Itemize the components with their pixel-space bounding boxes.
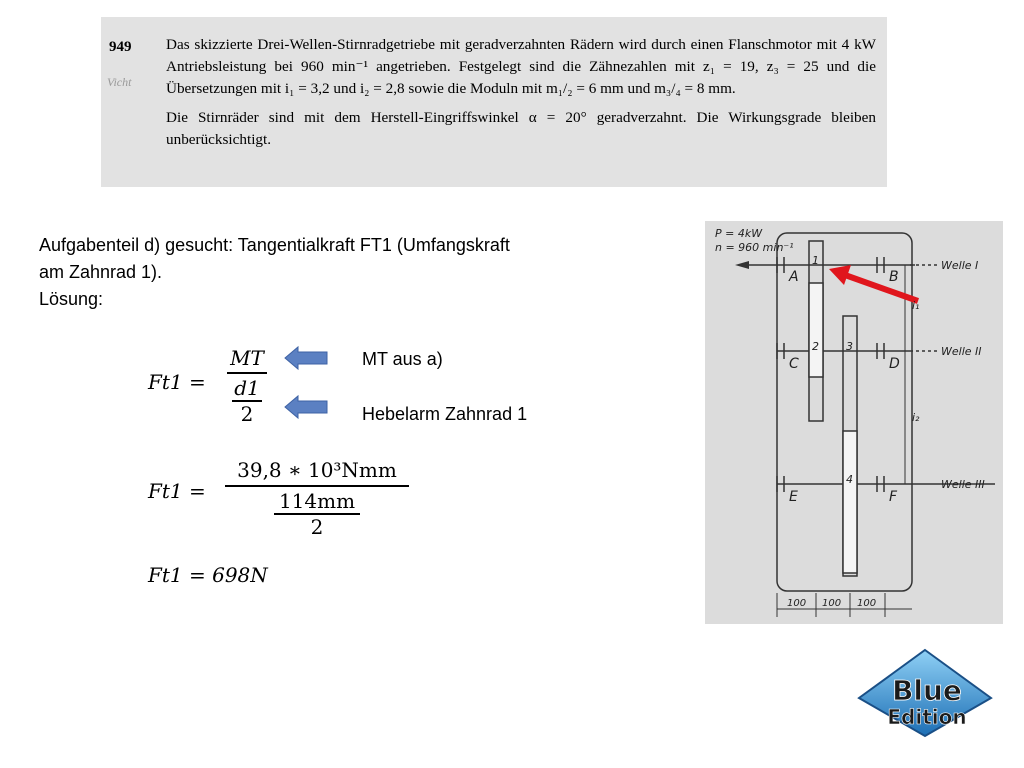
dim-2-label: 100 xyxy=(822,598,842,609)
shaft-3-label: Welle III xyxy=(941,478,985,491)
ratio-1-label: i₁ xyxy=(912,299,920,312)
arrow-left-icon xyxy=(284,394,329,420)
formula1-lhs: Ft1 = xyxy=(148,370,206,394)
note-mt: MT aus a) xyxy=(362,349,443,369)
formula1-fraction xyxy=(226,346,268,426)
gearbox-drawing xyxy=(705,221,1003,624)
bearing-c-label: C xyxy=(789,356,799,372)
dim-1-label: 100 xyxy=(787,598,807,609)
formula2-fraction xyxy=(224,458,410,539)
task-heading xyxy=(39,232,669,313)
bearing-e-label: E xyxy=(789,489,798,505)
heading-line-3: Lösung: xyxy=(39,289,104,309)
bearing-d-label: D xyxy=(889,356,900,372)
shaft-2-label: Welle II xyxy=(941,345,982,358)
power-label: P = 4kW xyxy=(715,227,763,240)
bearing-b-label: B xyxy=(889,269,899,285)
bearing-a-label: A xyxy=(789,269,799,285)
formula1-numerator: MT xyxy=(230,346,264,370)
problem-text xyxy=(166,34,876,151)
formula2-fraction-bar xyxy=(225,485,409,487)
gear-1-label: 1 xyxy=(812,254,819,267)
formula2-numerator: 39,8 ∗ 10³Nmm xyxy=(237,458,397,482)
arrow-left-icon xyxy=(284,345,329,371)
formula3: Ft1 = 698N xyxy=(148,563,268,587)
formula2-den-top: 114mm xyxy=(278,489,356,513)
formula1-fraction-bar xyxy=(227,372,267,374)
problem-paragraph-2: Die Stirnräder sind mit dem Herstell-Eingriffswinkel α = 20° geradverzahnt. Die Wirkungsgrade bleiben unberücksichtigt. xyxy=(166,109,876,148)
formula2-den-bottom: 2 xyxy=(310,514,324,539)
problem-scan xyxy=(101,17,887,187)
heading-line-1: Aufgabenteil d) gesucht: Tangentialkraft FT1 (Umfangskraft xyxy=(39,235,510,255)
logo-text-edition: Edition xyxy=(887,705,967,729)
speed-label: n = 960 min⁻¹ xyxy=(715,241,794,254)
formula2-lhs: Ft1 = xyxy=(148,479,206,503)
margin-note: Vicht xyxy=(107,75,132,89)
gear-3-label: 3 xyxy=(846,340,853,353)
note-lever: Hebelarm Zahnrad 1 xyxy=(362,404,528,424)
gearbox-diagram xyxy=(705,221,1003,624)
heading-line-2: am Zahnrad 1). xyxy=(39,262,163,282)
problem-paragraph-1: Das skizzierte Drei-Wellen-Stirnradgetriebe mit geradverzahnten Rädern wird durch einen Flanschmotor mit 4 kW Antriebsleistung bei 960 min⁻¹ angetrieben. Festgelegt sind die Zähnezahlen mit z₁ = 19, z₃ = 25 und die Übersetzungen mit i₁ = 3,2 und i₂ = 2,8 sowie die Moduln mit m₁/₂ = 6 mm und m₃/₄ = 8 mm. xyxy=(166,36,876,97)
formula1-den-top: d1 xyxy=(234,376,260,400)
formula1-den-bottom: 2 xyxy=(240,401,254,426)
bearing-f-label: F xyxy=(889,489,898,505)
gear-4-label: 4 xyxy=(846,473,853,486)
problem-number: 949 xyxy=(109,39,132,55)
logo-text-blue: Blue xyxy=(892,674,962,707)
dim-3-label: 100 xyxy=(857,598,877,609)
shaft-1-label: Welle I xyxy=(941,259,979,272)
blue-edition-logo xyxy=(855,648,995,738)
ratio-2-label: i₂ xyxy=(912,411,920,424)
gear-2-label: 2 xyxy=(812,340,819,353)
